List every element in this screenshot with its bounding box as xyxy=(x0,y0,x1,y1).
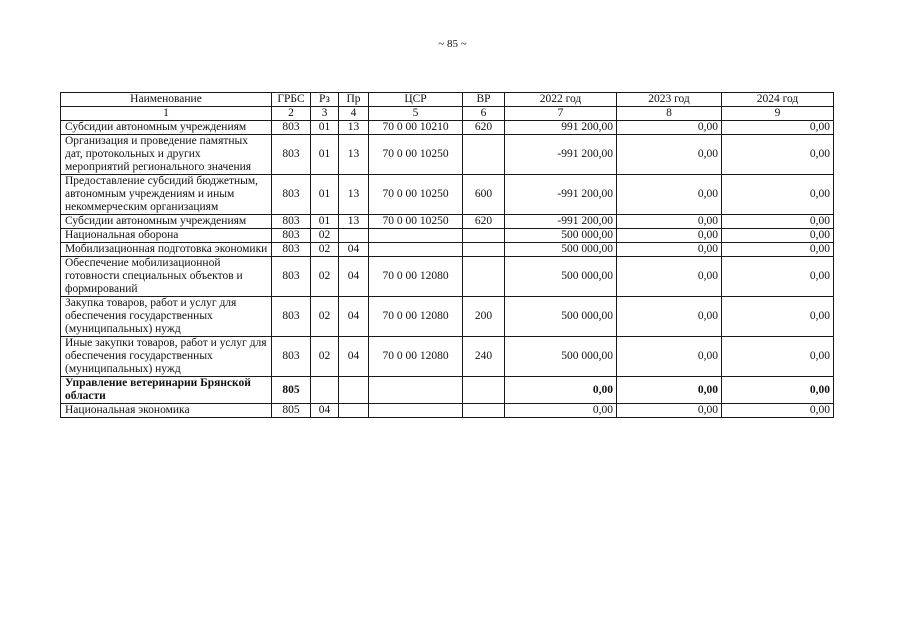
header-pr: Пр xyxy=(339,93,369,107)
cell-2024: 0,00 xyxy=(722,377,834,404)
cell-grbs: 803 xyxy=(272,215,311,229)
cell-2024: 0,00 xyxy=(722,175,834,215)
header-grbs: ГРБС xyxy=(272,93,311,107)
cell-2023: 0,00 xyxy=(617,121,722,135)
cell-vr: 600 xyxy=(463,175,505,215)
header-2022: 2022 год xyxy=(505,93,617,107)
cell-grbs: 803 xyxy=(272,297,311,337)
cell-grbs: 805 xyxy=(272,404,311,418)
table-row xyxy=(61,297,834,337)
header-rz: Рз xyxy=(311,93,339,107)
cell-2022: 991 200,00 xyxy=(505,121,617,135)
cell-2024: 0,00 xyxy=(722,243,834,257)
table-row xyxy=(61,121,834,135)
cell-pr xyxy=(339,229,369,243)
cell-csr xyxy=(369,404,463,418)
cell-2023: 0,00 xyxy=(617,404,722,418)
cell-pr: 04 xyxy=(339,243,369,257)
cell-csr: 70 0 00 10250 xyxy=(369,215,463,229)
column-number: 5 xyxy=(369,107,463,121)
cell-rz: 02 xyxy=(311,257,339,297)
cell-csr: 70 0 00 10210 xyxy=(369,121,463,135)
cell-vr xyxy=(463,257,505,297)
cell-pr: 13 xyxy=(339,215,369,229)
column-number: 3 xyxy=(311,107,339,121)
cell-csr: 70 0 00 10250 xyxy=(369,135,463,175)
cell-vr: 240 xyxy=(463,337,505,377)
cell-pr: 04 xyxy=(339,297,369,337)
table-row xyxy=(61,135,834,175)
cell-csr xyxy=(369,243,463,257)
column-number: 6 xyxy=(463,107,505,121)
cell-csr xyxy=(369,377,463,404)
column-number: 4 xyxy=(339,107,369,121)
header-2024: 2024 год xyxy=(722,93,834,107)
column-number: 9 xyxy=(722,107,834,121)
cell-2022: 500 000,00 xyxy=(505,257,617,297)
header-name: Наименование xyxy=(61,93,272,107)
cell-2023: 0,00 xyxy=(617,175,722,215)
cell-vr xyxy=(463,377,505,404)
cell-pr: 13 xyxy=(339,121,369,135)
cell-rz: 02 xyxy=(311,337,339,377)
cell-2023: 0,00 xyxy=(617,337,722,377)
table-row xyxy=(61,404,834,418)
cell-2024: 0,00 xyxy=(722,135,834,175)
cell-rz: 02 xyxy=(311,297,339,337)
table-row xyxy=(61,377,834,404)
cell-vr: 620 xyxy=(463,215,505,229)
cell-pr xyxy=(339,377,369,404)
cell-rz xyxy=(311,377,339,404)
cell-rz: 01 xyxy=(311,135,339,175)
cell-2022: 500 000,00 xyxy=(505,337,617,377)
cell-pr xyxy=(339,404,369,418)
cell-grbs: 803 xyxy=(272,257,311,297)
cell-vr xyxy=(463,404,505,418)
cell-grbs: 803 xyxy=(272,243,311,257)
cell-2024: 0,00 xyxy=(722,257,834,297)
cell-rz: 01 xyxy=(311,175,339,215)
cell-name: Мобилизационная подготовка экономики xyxy=(61,243,272,257)
cell-2023: 0,00 xyxy=(617,243,722,257)
cell-vr xyxy=(463,243,505,257)
table-row xyxy=(61,215,834,229)
cell-name: Национальная экономика xyxy=(61,404,272,418)
cell-pr: 13 xyxy=(339,175,369,215)
cell-2022: -991 200,00 xyxy=(505,135,617,175)
cell-grbs: 803 xyxy=(272,121,311,135)
cell-rz: 01 xyxy=(311,121,339,135)
cell-grbs: 803 xyxy=(272,229,311,243)
cell-rz: 02 xyxy=(311,243,339,257)
cell-name: Управление ветеринарии Брянской области xyxy=(61,377,272,404)
column-number: 2 xyxy=(272,107,311,121)
cell-name: Закупка товаров, работ и услуг для обеспечения государственных (муниципальных) нужд xyxy=(61,297,272,337)
cell-rz: 02 xyxy=(311,229,339,243)
header-2023: 2023 год xyxy=(617,93,722,107)
cell-vr xyxy=(463,229,505,243)
column-number: 7 xyxy=(505,107,617,121)
column-number: 1 xyxy=(61,107,272,121)
cell-2022: -991 200,00 xyxy=(505,215,617,229)
table-row xyxy=(61,257,834,297)
cell-2022: 0,00 xyxy=(505,404,617,418)
cell-pr: 04 xyxy=(339,337,369,377)
cell-name: Организация и проведение памятных дат, протокольных и других мероприятий регионального значения xyxy=(61,135,272,175)
column-number-row xyxy=(61,107,834,121)
cell-vr xyxy=(463,135,505,175)
cell-2022: 0,00 xyxy=(505,377,617,404)
cell-grbs: 803 xyxy=(272,135,311,175)
cell-rz: 01 xyxy=(311,215,339,229)
cell-csr: 70 0 00 12080 xyxy=(369,257,463,297)
cell-name: Предоставление субсидий бюджетным, автономным учреждениям и иным некоммерческим организациям xyxy=(61,175,272,215)
header-vr: ВР xyxy=(463,93,505,107)
budget-table xyxy=(60,92,834,418)
cell-2024: 0,00 xyxy=(722,297,834,337)
table-row xyxy=(61,337,834,377)
cell-csr xyxy=(369,229,463,243)
cell-2024: 0,00 xyxy=(722,121,834,135)
cell-csr: 70 0 00 10250 xyxy=(369,175,463,215)
cell-2024: 0,00 xyxy=(722,404,834,418)
cell-2022: -991 200,00 xyxy=(505,175,617,215)
cell-pr: 13 xyxy=(339,135,369,175)
column-number: 8 xyxy=(617,107,722,121)
cell-2022: 500 000,00 xyxy=(505,243,617,257)
table-row xyxy=(61,229,834,243)
cell-2024: 0,00 xyxy=(722,337,834,377)
cell-grbs: 803 xyxy=(272,337,311,377)
cell-2023: 0,00 xyxy=(617,229,722,243)
cell-vr: 200 xyxy=(463,297,505,337)
cell-name: Обеспечение мобилизационной готовности специальных объектов и формирований xyxy=(61,257,272,297)
cell-csr: 70 0 00 12080 xyxy=(369,297,463,337)
cell-name: Национальная оборона xyxy=(61,229,272,243)
cell-2022: 500 000,00 xyxy=(505,229,617,243)
table-row xyxy=(61,175,834,215)
cell-2024: 0,00 xyxy=(722,215,834,229)
cell-2023: 0,00 xyxy=(617,215,722,229)
cell-2023: 0,00 xyxy=(617,257,722,297)
cell-2024: 0,00 xyxy=(722,229,834,243)
page-number: ~ 85 ~ xyxy=(438,38,467,50)
cell-grbs: 803 xyxy=(272,175,311,215)
cell-2023: 0,00 xyxy=(617,135,722,175)
cell-pr: 04 xyxy=(339,257,369,297)
cell-name: Субсидии автономным учреждениям xyxy=(61,215,272,229)
cell-grbs: 805 xyxy=(272,377,311,404)
cell-2022: 500 000,00 xyxy=(505,297,617,337)
cell-name: Иные закупки товаров, работ и услуг для обеспечения государственных (муниципальных) нужд xyxy=(61,337,272,377)
cell-rz: 04 xyxy=(311,404,339,418)
cell-name: Субсидии автономным учреждениям xyxy=(61,121,272,135)
cell-2023: 0,00 xyxy=(617,377,722,404)
table-row xyxy=(61,243,834,257)
cell-2023: 0,00 xyxy=(617,297,722,337)
header-csr: ЦСР xyxy=(369,93,463,107)
cell-csr: 70 0 00 12080 xyxy=(369,337,463,377)
cell-vr: 620 xyxy=(463,121,505,135)
header-row xyxy=(61,93,834,107)
